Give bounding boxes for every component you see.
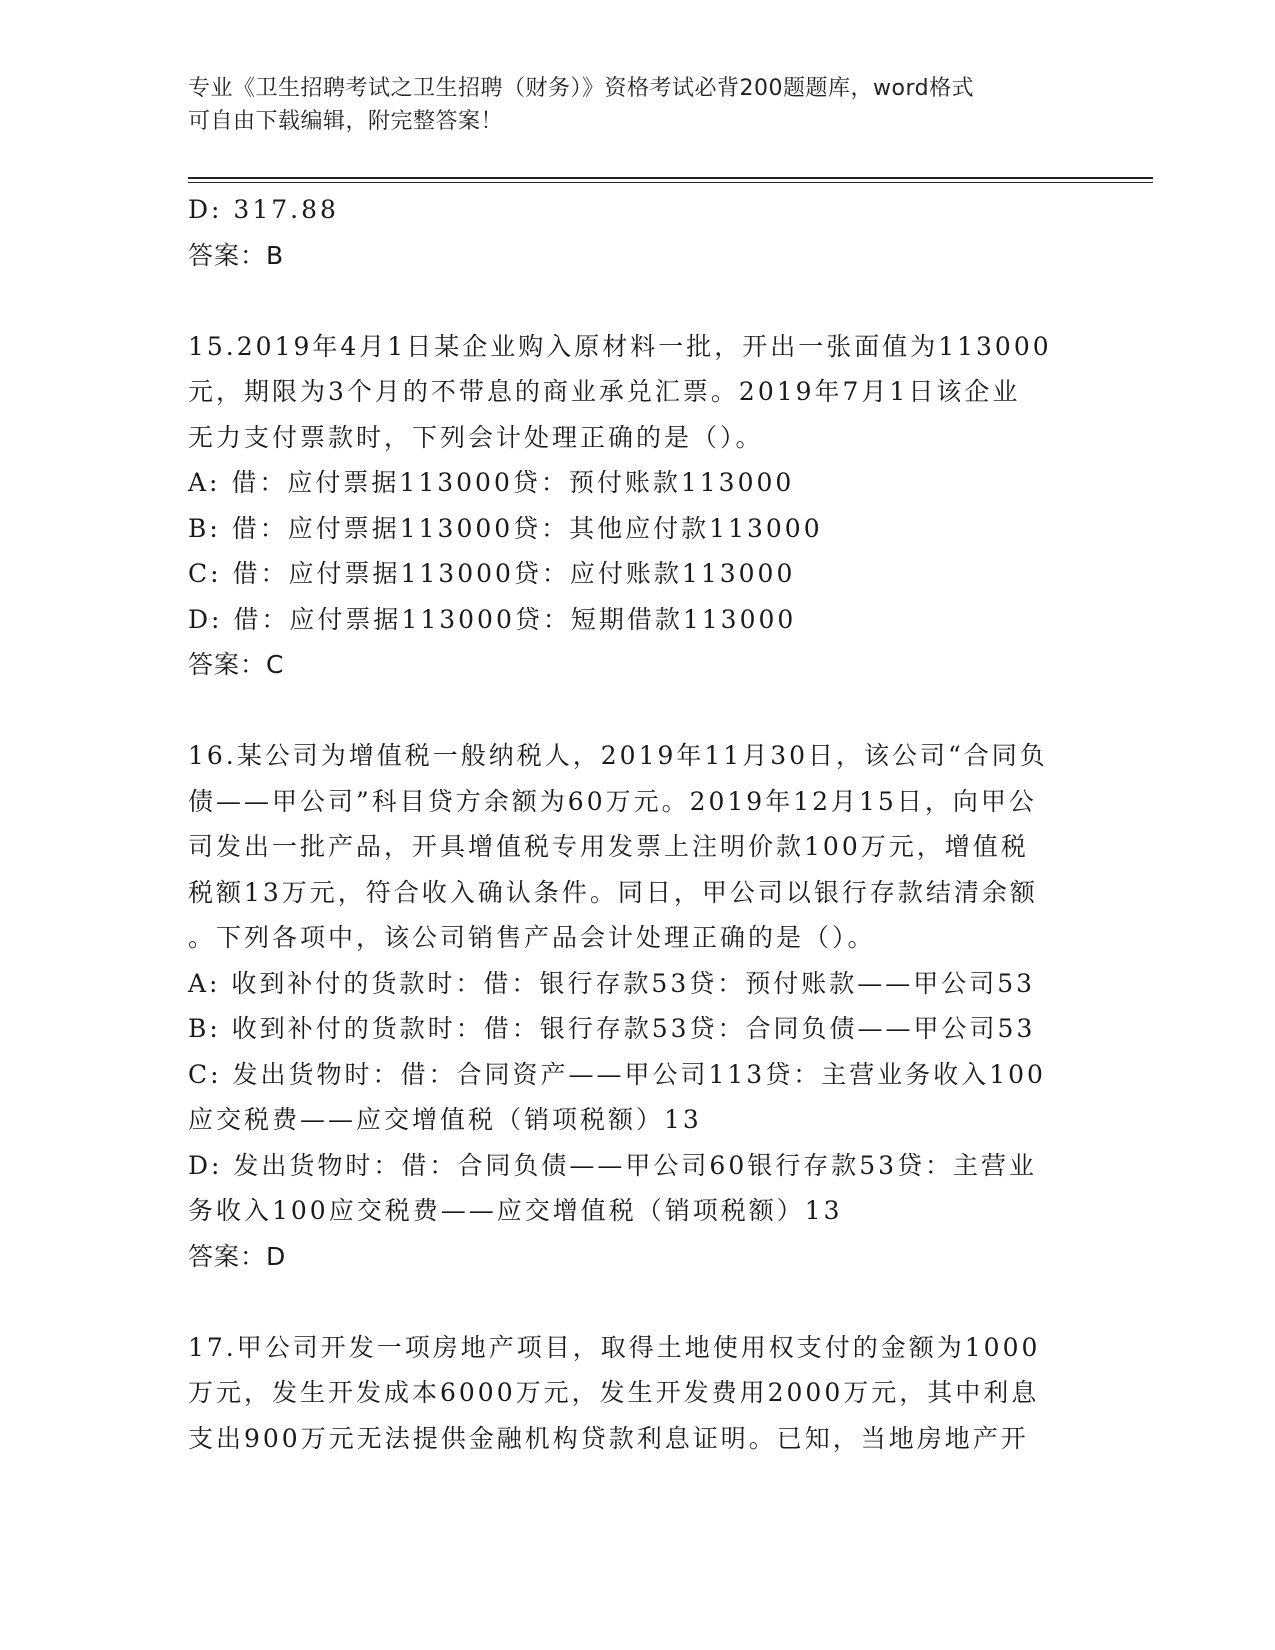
question-16	[188, 733, 1088, 1279]
option-a: A: 借：应付票据113000贷：预付账款113000	[188, 468, 795, 497]
header-title-line-1: 专业《卫生招聘考试之卫生招聘（财务）》资格考试必背200题题库，word格式	[188, 76, 975, 101]
question-content	[188, 187, 1088, 1461]
question-stem-line: 支出900万元无法提供金融机构贷款利息证明。已知，当地房地产开	[188, 1423, 1029, 1453]
header-title-line-2: 可自由下载编辑，附完整答案！	[188, 109, 504, 134]
option-b: B: 收到补付的货款时：借：银行存款53贷：合同负债——甲公司53	[188, 1014, 1036, 1043]
question-14-tail	[188, 187, 1088, 278]
option-c: C: 借：应付票据113000贷：应付账款113000	[188, 559, 796, 588]
option-c: C: 发出货物时：借：合同资产——甲公司113贷：主营业务收入100	[188, 1059, 1046, 1089]
answer-line: 答案：C	[188, 650, 285, 679]
option-d-continued: 务收入100应交税费——应交增值税（销项税额）13	[188, 1196, 843, 1225]
option-d: D: 317.88	[188, 195, 339, 224]
question-stem-line: 税额13万元，符合收入确认条件。同日，甲公司以银行存款结清余额	[188, 877, 1038, 907]
header-rule-thick	[188, 177, 1153, 179]
question-stem-line: 17.甲公司开发一项房地产项目，取得土地使用权支付的金额为1000	[188, 1332, 1041, 1362]
question-stem-line: 司发出一批产品，开具增值税专用发票上注明价款100万元，增值税	[188, 832, 1029, 861]
question-stem-line: 债——甲公司”科目贷方余额为60万元。2019年12月15日，向甲公	[188, 786, 1037, 816]
answer-line: 答案：B	[188, 240, 285, 270]
question-stem-line: 。下列各项中，该公司销售产品会计处理正确的是（）。	[188, 923, 876, 952]
spacer	[188, 688, 1088, 734]
question-17	[188, 1325, 1088, 1462]
document-header	[188, 72, 1068, 138]
option-d: D: 发出货物时：借：合同负债——甲公司60银行存款53贷：主营业	[188, 1150, 1038, 1180]
option-b: B: 借：应付票据113000贷：其他应付款113000	[188, 513, 823, 543]
header-rule-thin	[188, 182, 1153, 183]
spacer	[188, 1279, 1088, 1325]
option-a: A: 收到补付的货款时：借：银行存款53贷：预付账款——甲公司53	[188, 968, 1036, 998]
question-stem-line: 万元，发生开发成本6000万元，发生开发费用2000万元，其中利息	[188, 1378, 1040, 1407]
question-stem-line: 15.2019年4月1日某企业购入原材料一批，开出一张面值为113000	[188, 331, 1052, 361]
answer-line: 答案：D	[188, 1241, 287, 1271]
question-stem-line: 16.某公司为增值税一般纳税人，2019年11月30日，该公司“合同负	[188, 741, 1048, 770]
question-stem-line: 无力支付票款时，下列会计处理正确的是（）。	[188, 422, 764, 452]
spacer	[188, 278, 1088, 324]
option-c-continued: 应交税费——应交增值税（销项税额）13	[188, 1105, 702, 1134]
question-15	[188, 324, 1088, 688]
option-d: D: 借：应付票据113000贷：短期借款113000	[188, 604, 797, 634]
question-stem-line: 元，期限为3个月的不带息的商业承兑汇票。2019年7月1日该企业	[188, 377, 1021, 406]
